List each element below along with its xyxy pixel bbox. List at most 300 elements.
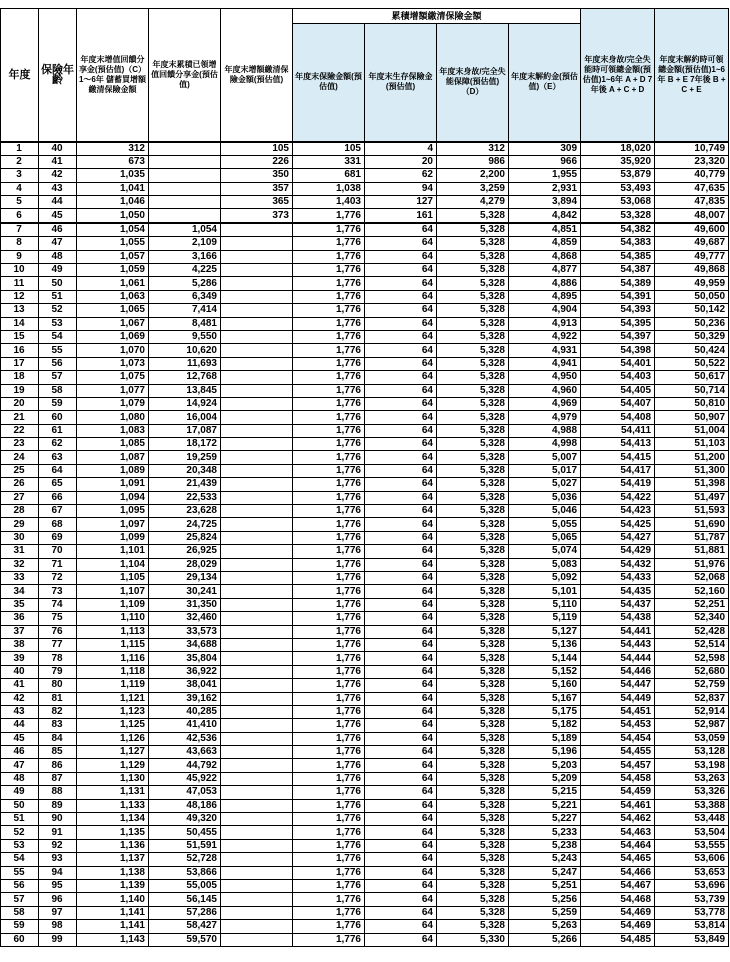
cell-age: 46 bbox=[39, 223, 77, 237]
cell-death-benefit: 5,328 bbox=[437, 692, 509, 705]
table-row bbox=[1, 772, 729, 785]
cell-year: 56 bbox=[1, 879, 39, 892]
table-row bbox=[1, 906, 729, 919]
cell-sum-insured: 1,776 bbox=[293, 813, 365, 826]
cell-added-paidup bbox=[221, 920, 293, 933]
cell-death-benefit: 5,328 bbox=[437, 652, 509, 665]
cell-survival-benefit: 64 bbox=[365, 237, 437, 250]
cell-sum-insured: 1,776 bbox=[293, 732, 365, 745]
cell-age: 68 bbox=[39, 518, 77, 531]
cell-surrender-total: 52,068 bbox=[655, 572, 729, 585]
cell-death-benefit: 2,200 bbox=[437, 169, 509, 182]
cell-survival-benefit: 64 bbox=[365, 451, 437, 464]
table-row bbox=[1, 451, 729, 464]
cell-sum-insured: 1,038 bbox=[293, 182, 365, 195]
cell-accumulated-dividend: 4,225 bbox=[149, 264, 221, 277]
cell-dividend: 1,130 bbox=[77, 772, 149, 785]
cell-sum-insured: 1,776 bbox=[293, 786, 365, 799]
cell-added-paidup bbox=[221, 692, 293, 705]
cell-age: 66 bbox=[39, 491, 77, 504]
cell-accumulated-dividend: 55,005 bbox=[149, 879, 221, 892]
cell-dividend: 1,104 bbox=[77, 558, 149, 571]
cell-cash-value: 4,851 bbox=[509, 223, 581, 237]
cell-survival-benefit: 64 bbox=[365, 357, 437, 370]
cell-dividend: 1,107 bbox=[77, 585, 149, 598]
cell-survival-benefit: 64 bbox=[365, 839, 437, 852]
cell-survival-benefit: 64 bbox=[365, 290, 437, 303]
cell-survival-benefit: 64 bbox=[365, 330, 437, 343]
cell-added-paidup bbox=[221, 223, 293, 237]
cell-added-paidup bbox=[221, 344, 293, 357]
cell-age: 53 bbox=[39, 317, 77, 330]
cell-dividend: 1,141 bbox=[77, 906, 149, 919]
cell-cash-value: 309 bbox=[509, 142, 581, 156]
cell-death-benefit: 5,328 bbox=[437, 304, 509, 317]
header-strip bbox=[0, 0, 730, 8]
cell-surrender-total: 50,907 bbox=[655, 411, 729, 424]
cell-year: 52 bbox=[1, 826, 39, 839]
table-row bbox=[1, 518, 729, 531]
cell-accumulated-dividend: 41,410 bbox=[149, 719, 221, 732]
cell-death-total: 53,879 bbox=[581, 169, 655, 182]
table-row bbox=[1, 679, 729, 692]
cell-survival-benefit: 64 bbox=[365, 692, 437, 705]
cell-surrender-total: 47,835 bbox=[655, 196, 729, 209]
table-row bbox=[1, 920, 729, 933]
cell-sum-insured: 1,776 bbox=[293, 478, 365, 491]
cell-dividend: 1,134 bbox=[77, 813, 149, 826]
cell-accumulated-dividend: 53,866 bbox=[149, 866, 221, 879]
cell-survival-benefit: 64 bbox=[365, 518, 437, 531]
cell-added-paidup: 365 bbox=[221, 196, 293, 209]
cell-death-total: 54,457 bbox=[581, 759, 655, 772]
cell-dividend: 1,080 bbox=[77, 411, 149, 424]
cell-year: 34 bbox=[1, 585, 39, 598]
cell-cash-value: 5,247 bbox=[509, 866, 581, 879]
cell-year: 40 bbox=[1, 665, 39, 678]
table-row bbox=[1, 665, 729, 678]
cell-death-total: 54,435 bbox=[581, 585, 655, 598]
cell-death-benefit: 5,328 bbox=[437, 786, 509, 799]
cell-accumulated-dividend: 45,922 bbox=[149, 772, 221, 785]
cell-survival-benefit: 64 bbox=[365, 652, 437, 665]
table-row bbox=[1, 357, 729, 370]
cell-death-total: 54,395 bbox=[581, 317, 655, 330]
cell-dividend: 312 bbox=[77, 142, 149, 156]
cell-death-benefit: 5,328 bbox=[437, 397, 509, 410]
cell-sum-insured: 1,776 bbox=[293, 264, 365, 277]
cell-accumulated-dividend: 8,481 bbox=[149, 317, 221, 330]
cell-added-paidup bbox=[221, 679, 293, 692]
cell-dividend: 1,067 bbox=[77, 317, 149, 330]
cell-year: 8 bbox=[1, 237, 39, 250]
cell-added-paidup bbox=[221, 839, 293, 852]
cell-sum-insured: 1,776 bbox=[293, 209, 365, 223]
cell-death-total: 54,423 bbox=[581, 505, 655, 518]
cell-surrender-total: 50,142 bbox=[655, 304, 729, 317]
cell-sum-insured: 1,776 bbox=[293, 746, 365, 759]
cell-added-paidup bbox=[221, 853, 293, 866]
cell-survival-benefit: 64 bbox=[365, 264, 437, 277]
cell-accumulated-dividend: 22,533 bbox=[149, 491, 221, 504]
header-surrender-total: 年度末解約時可領總金額(預估值)1~6年 B + E 7年後 B + C + E bbox=[655, 9, 729, 142]
table-row bbox=[1, 155, 729, 168]
cell-cash-value: 4,868 bbox=[509, 250, 581, 263]
cell-added-paidup bbox=[221, 866, 293, 879]
cell-dividend: 1,046 bbox=[77, 196, 149, 209]
cell-year: 2 bbox=[1, 155, 39, 168]
cell-added-paidup bbox=[221, 558, 293, 571]
cell-cash-value: 5,036 bbox=[509, 491, 581, 504]
cell-age: 87 bbox=[39, 772, 77, 785]
table-row bbox=[1, 598, 729, 611]
cell-surrender-total: 53,198 bbox=[655, 759, 729, 772]
cell-surrender-total: 23,320 bbox=[655, 155, 729, 168]
cell-cash-value: 4,969 bbox=[509, 397, 581, 410]
cell-added-paidup bbox=[221, 290, 293, 303]
cell-death-total: 54,444 bbox=[581, 652, 655, 665]
cell-year: 46 bbox=[1, 746, 39, 759]
cell-accumulated-dividend: 14,924 bbox=[149, 397, 221, 410]
cell-dividend: 673 bbox=[77, 155, 149, 168]
table-row bbox=[1, 719, 729, 732]
cell-cash-value: 5,017 bbox=[509, 464, 581, 477]
cell-year: 60 bbox=[1, 933, 39, 946]
cell-sum-insured: 105 bbox=[293, 142, 365, 156]
cell-dividend: 1,138 bbox=[77, 866, 149, 879]
cell-age: 95 bbox=[39, 879, 77, 892]
cell-dividend: 1,136 bbox=[77, 839, 149, 852]
table-row bbox=[1, 384, 729, 397]
cell-death-benefit: 5,328 bbox=[437, 826, 509, 839]
cell-sum-insured: 1,776 bbox=[293, 558, 365, 571]
cell-age: 42 bbox=[39, 169, 77, 182]
cell-accumulated-dividend: 25,824 bbox=[149, 531, 221, 544]
cell-death-total: 54,459 bbox=[581, 786, 655, 799]
cell-death-benefit: 5,328 bbox=[437, 558, 509, 571]
cell-age: 72 bbox=[39, 572, 77, 585]
cell-survival-benefit: 64 bbox=[365, 612, 437, 625]
cell-death-total: 54,455 bbox=[581, 746, 655, 759]
table-row bbox=[1, 264, 729, 277]
cell-year: 14 bbox=[1, 317, 39, 330]
cell-accumulated-dividend: 44,792 bbox=[149, 759, 221, 772]
cell-year: 24 bbox=[1, 451, 39, 464]
table-row bbox=[1, 572, 729, 585]
cell-survival-benefit: 64 bbox=[365, 719, 437, 732]
cell-cash-value: 5,136 bbox=[509, 638, 581, 651]
table-row bbox=[1, 505, 729, 518]
cell-survival-benefit: 64 bbox=[365, 223, 437, 237]
cell-death-total: 54,385 bbox=[581, 250, 655, 263]
cell-surrender-total: 50,424 bbox=[655, 344, 729, 357]
cell-accumulated-dividend: 58,427 bbox=[149, 920, 221, 933]
cell-age: 81 bbox=[39, 692, 77, 705]
table-row bbox=[1, 879, 729, 892]
cell-accumulated-dividend: 47,053 bbox=[149, 786, 221, 799]
cell-sum-insured: 1,776 bbox=[293, 330, 365, 343]
cell-cash-value: 4,877 bbox=[509, 264, 581, 277]
cell-accumulated-dividend bbox=[149, 209, 221, 223]
table-row bbox=[1, 223, 729, 237]
cell-added-paidup bbox=[221, 625, 293, 638]
cell-year: 38 bbox=[1, 638, 39, 651]
header-survival-benefit: 年度末生存保險金(預估值) bbox=[365, 24, 437, 142]
cell-death-total: 54,437 bbox=[581, 598, 655, 611]
cell-death-benefit: 5,328 bbox=[437, 799, 509, 812]
cell-added-paidup bbox=[221, 612, 293, 625]
cell-year: 27 bbox=[1, 491, 39, 504]
cell-death-total: 54,465 bbox=[581, 853, 655, 866]
table-row bbox=[1, 438, 729, 451]
cell-added-paidup: 226 bbox=[221, 155, 293, 168]
cell-sum-insured: 1,776 bbox=[293, 692, 365, 705]
table-row bbox=[1, 277, 729, 290]
cell-death-total: 18,020 bbox=[581, 142, 655, 156]
cell-cash-value: 5,238 bbox=[509, 839, 581, 852]
cell-surrender-total: 50,714 bbox=[655, 384, 729, 397]
cell-sum-insured: 681 bbox=[293, 169, 365, 182]
cell-sum-insured: 1,776 bbox=[293, 505, 365, 518]
table-row bbox=[1, 304, 729, 317]
cell-death-benefit: 5,328 bbox=[437, 518, 509, 531]
cell-death-total: 54,408 bbox=[581, 411, 655, 424]
cell-surrender-total: 52,514 bbox=[655, 638, 729, 651]
cell-sum-insured: 1,776 bbox=[293, 277, 365, 290]
cell-age: 83 bbox=[39, 719, 77, 732]
cell-survival-benefit: 64 bbox=[365, 853, 437, 866]
cell-death-benefit: 5,328 bbox=[437, 531, 509, 544]
cell-survival-benefit: 64 bbox=[365, 478, 437, 491]
cell-death-total: 54,464 bbox=[581, 839, 655, 852]
cell-surrender-total: 51,690 bbox=[655, 518, 729, 531]
header-group-accumulated: 累積增額繳清保險金額 bbox=[293, 9, 581, 24]
cell-added-paidup bbox=[221, 505, 293, 518]
cell-sum-insured: 1,776 bbox=[293, 304, 365, 317]
cell-sum-insured: 1,776 bbox=[293, 237, 365, 250]
cell-age: 65 bbox=[39, 478, 77, 491]
cell-added-paidup: 105 bbox=[221, 142, 293, 156]
table-row bbox=[1, 638, 729, 651]
cell-survival-benefit: 64 bbox=[365, 438, 437, 451]
cell-sum-insured: 1,776 bbox=[293, 491, 365, 504]
cell-surrender-total: 52,914 bbox=[655, 705, 729, 718]
cell-death-benefit: 3,259 bbox=[437, 182, 509, 195]
cell-death-total: 54,451 bbox=[581, 705, 655, 718]
cell-year: 32 bbox=[1, 558, 39, 571]
cell-added-paidup bbox=[221, 397, 293, 410]
cell-accumulated-dividend: 43,663 bbox=[149, 746, 221, 759]
table-row bbox=[1, 290, 729, 303]
cell-surrender-total: 53,388 bbox=[655, 799, 729, 812]
cell-year: 18 bbox=[1, 371, 39, 384]
cell-sum-insured: 1,776 bbox=[293, 397, 365, 410]
cell-cash-value: 5,196 bbox=[509, 746, 581, 759]
cell-age: 45 bbox=[39, 209, 77, 223]
cell-age: 92 bbox=[39, 839, 77, 852]
cell-surrender-total: 47,635 bbox=[655, 182, 729, 195]
cell-death-benefit: 5,328 bbox=[437, 250, 509, 263]
cell-survival-benefit: 64 bbox=[365, 411, 437, 424]
cell-year: 57 bbox=[1, 893, 39, 906]
cell-death-total: 54,441 bbox=[581, 625, 655, 638]
cell-survival-benefit: 64 bbox=[365, 625, 437, 638]
cell-sum-insured: 1,776 bbox=[293, 853, 365, 866]
cell-death-benefit: 5,328 bbox=[437, 424, 509, 437]
cell-cash-value: 4,979 bbox=[509, 411, 581, 424]
cell-sum-insured: 1,776 bbox=[293, 384, 365, 397]
cell-cash-value: 4,998 bbox=[509, 438, 581, 451]
cell-year: 45 bbox=[1, 732, 39, 745]
cell-sum-insured: 1,776 bbox=[293, 424, 365, 437]
cell-dividend: 1,126 bbox=[77, 732, 149, 745]
cell-survival-benefit: 64 bbox=[365, 491, 437, 504]
cell-dividend: 1,123 bbox=[77, 705, 149, 718]
cell-age: 73 bbox=[39, 585, 77, 598]
cell-age: 91 bbox=[39, 826, 77, 839]
cell-sum-insured: 1,776 bbox=[293, 638, 365, 651]
header-sum-insured: 年度末保險金額(預估值) bbox=[293, 24, 365, 142]
cell-added-paidup bbox=[221, 906, 293, 919]
cell-accumulated-dividend bbox=[149, 155, 221, 168]
cell-accumulated-dividend: 6,349 bbox=[149, 290, 221, 303]
cell-age: 49 bbox=[39, 264, 77, 277]
cell-year: 3 bbox=[1, 169, 39, 182]
cell-dividend: 1,059 bbox=[77, 264, 149, 277]
cell-death-total: 54,383 bbox=[581, 237, 655, 250]
cell-age: 59 bbox=[39, 397, 77, 410]
cell-added-paidup bbox=[221, 264, 293, 277]
cell-dividend: 1,109 bbox=[77, 598, 149, 611]
cell-age: 88 bbox=[39, 786, 77, 799]
cell-sum-insured: 1,776 bbox=[293, 317, 365, 330]
cell-dividend: 1,099 bbox=[77, 531, 149, 544]
cell-added-paidup bbox=[221, 879, 293, 892]
cell-cash-value: 3,894 bbox=[509, 196, 581, 209]
cell-sum-insured: 1,776 bbox=[293, 839, 365, 852]
cell-surrender-total: 49,687 bbox=[655, 237, 729, 250]
cell-year: 11 bbox=[1, 277, 39, 290]
table-row bbox=[1, 531, 729, 544]
cell-year: 31 bbox=[1, 545, 39, 558]
cell-year: 16 bbox=[1, 344, 39, 357]
cell-accumulated-dividend bbox=[149, 196, 221, 209]
cell-age: 97 bbox=[39, 906, 77, 919]
cell-added-paidup bbox=[221, 357, 293, 370]
cell-year: 25 bbox=[1, 464, 39, 477]
cell-death-benefit: 312 bbox=[437, 142, 509, 156]
cell-age: 86 bbox=[39, 759, 77, 772]
cell-accumulated-dividend: 1,054 bbox=[149, 223, 221, 237]
cell-dividend: 1,063 bbox=[77, 290, 149, 303]
cell-sum-insured: 1,776 bbox=[293, 357, 365, 370]
cell-accumulated-dividend: 28,029 bbox=[149, 558, 221, 571]
cell-surrender-total: 52,987 bbox=[655, 719, 729, 732]
cell-age: 71 bbox=[39, 558, 77, 571]
cell-dividend: 1,094 bbox=[77, 491, 149, 504]
cell-age: 41 bbox=[39, 155, 77, 168]
cell-cash-value: 5,209 bbox=[509, 772, 581, 785]
cell-age: 40 bbox=[39, 142, 77, 156]
cell-surrender-total: 52,759 bbox=[655, 679, 729, 692]
cell-age: 51 bbox=[39, 290, 77, 303]
cell-added-paidup bbox=[221, 786, 293, 799]
cell-added-paidup bbox=[221, 759, 293, 772]
cell-surrender-total: 51,881 bbox=[655, 545, 729, 558]
cell-death-benefit: 5,328 bbox=[437, 357, 509, 370]
cell-year: 12 bbox=[1, 290, 39, 303]
cell-survival-benefit: 64 bbox=[365, 906, 437, 919]
cell-cash-value: 4,950 bbox=[509, 371, 581, 384]
cell-survival-benefit: 64 bbox=[365, 464, 437, 477]
cell-survival-benefit: 64 bbox=[365, 304, 437, 317]
cell-cash-value: 5,007 bbox=[509, 451, 581, 464]
cell-age: 79 bbox=[39, 665, 77, 678]
cell-survival-benefit: 64 bbox=[365, 558, 437, 571]
cell-added-paidup bbox=[221, 438, 293, 451]
cell-dividend: 1,121 bbox=[77, 692, 149, 705]
cell-death-total: 54,433 bbox=[581, 572, 655, 585]
cell-dividend: 1,110 bbox=[77, 612, 149, 625]
cell-age: 80 bbox=[39, 679, 77, 692]
cell-added-paidup bbox=[221, 237, 293, 250]
table-row bbox=[1, 799, 729, 812]
cell-surrender-total: 51,787 bbox=[655, 531, 729, 544]
cell-death-total: 54,469 bbox=[581, 920, 655, 933]
cell-accumulated-dividend: 17,087 bbox=[149, 424, 221, 437]
header-added-paidup: 年度末增額繳清保險金額(預估值) bbox=[221, 9, 293, 142]
cell-death-benefit: 5,328 bbox=[437, 384, 509, 397]
cell-dividend: 1,083 bbox=[77, 424, 149, 437]
cell-sum-insured: 1,403 bbox=[293, 196, 365, 209]
cell-dividend: 1,115 bbox=[77, 638, 149, 651]
cell-sum-insured: 1,776 bbox=[293, 344, 365, 357]
cell-accumulated-dividend: 32,460 bbox=[149, 612, 221, 625]
cell-cash-value: 4,895 bbox=[509, 290, 581, 303]
cell-dividend: 1,101 bbox=[77, 545, 149, 558]
cell-age: 78 bbox=[39, 652, 77, 665]
cell-sum-insured: 1,776 bbox=[293, 759, 365, 772]
cell-surrender-total: 51,398 bbox=[655, 478, 729, 491]
cell-age: 77 bbox=[39, 638, 77, 651]
cell-added-paidup bbox=[221, 746, 293, 759]
cell-death-benefit: 5,328 bbox=[437, 839, 509, 852]
cell-age: 75 bbox=[39, 612, 77, 625]
cell-year: 59 bbox=[1, 920, 39, 933]
cell-added-paidup: 373 bbox=[221, 209, 293, 223]
cell-added-paidup bbox=[221, 585, 293, 598]
cell-accumulated-dividend: 23,628 bbox=[149, 505, 221, 518]
cell-age: 55 bbox=[39, 344, 77, 357]
cell-death-total: 54,425 bbox=[581, 518, 655, 531]
cell-death-benefit: 5,328 bbox=[437, 478, 509, 491]
cell-added-paidup bbox=[221, 732, 293, 745]
cell-age: 82 bbox=[39, 705, 77, 718]
cell-accumulated-dividend: 18,172 bbox=[149, 438, 221, 451]
header-cash-value: 年度末解約金(預估值)（E） bbox=[509, 24, 581, 142]
cell-death-total: 54,398 bbox=[581, 344, 655, 357]
table-row bbox=[1, 411, 729, 424]
cell-surrender-total: 53,849 bbox=[655, 933, 729, 946]
cell-cash-value: 5,152 bbox=[509, 665, 581, 678]
cell-age: 63 bbox=[39, 451, 77, 464]
cell-death-total: 54,382 bbox=[581, 223, 655, 237]
cell-death-total: 54,405 bbox=[581, 384, 655, 397]
cell-survival-benefit: 64 bbox=[365, 371, 437, 384]
cell-year: 44 bbox=[1, 719, 39, 732]
cell-sum-insured: 1,776 bbox=[293, 920, 365, 933]
cell-added-paidup bbox=[221, 411, 293, 424]
